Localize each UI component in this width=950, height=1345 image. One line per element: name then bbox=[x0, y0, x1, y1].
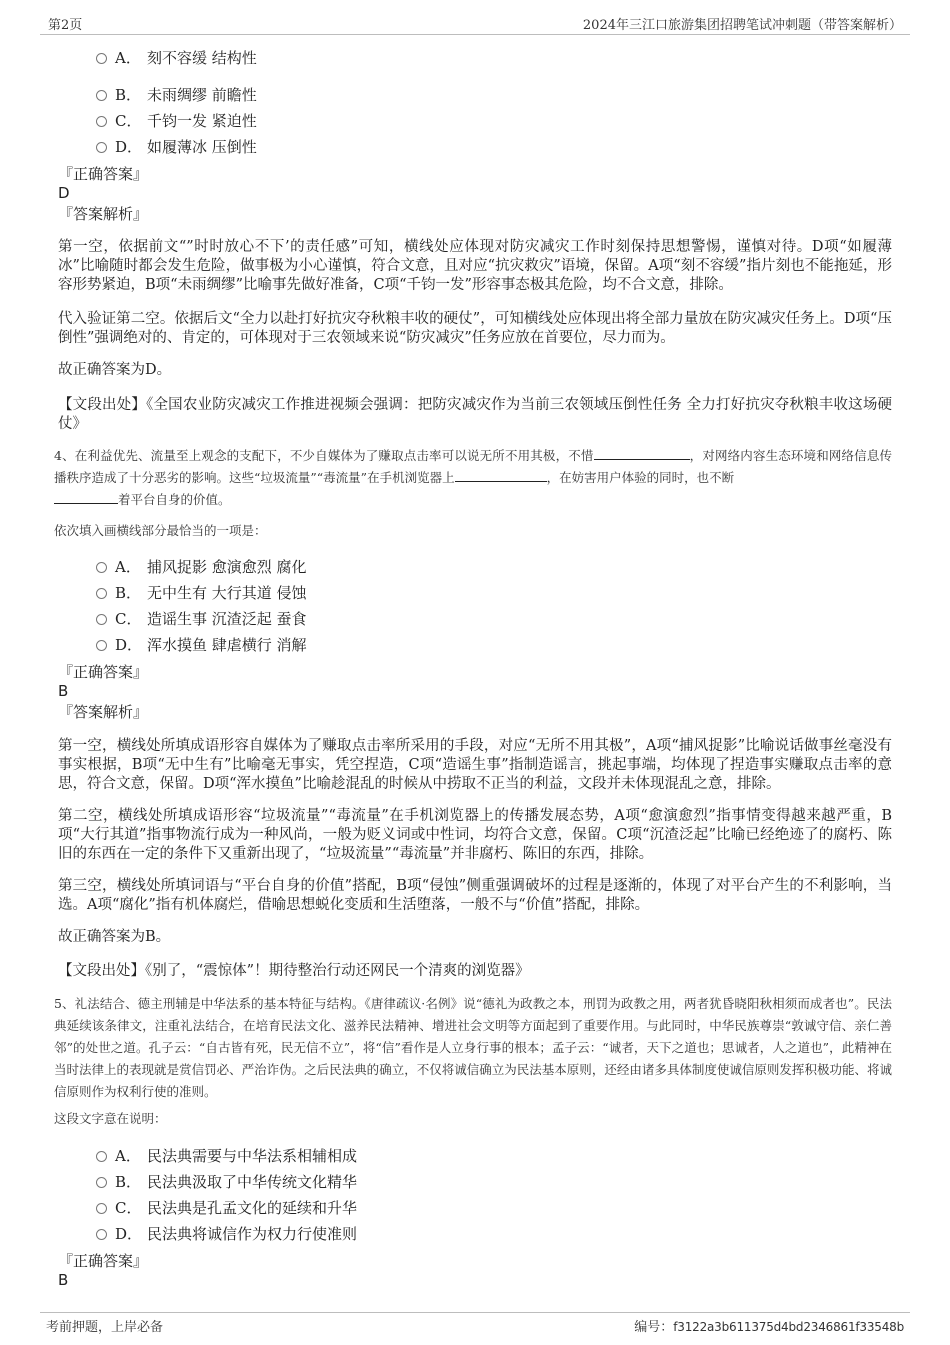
q5-answer-label: 『正确答案』 bbox=[58, 1252, 149, 1270]
q5-option-c[interactable]: C． 民法典是孔孟文化的延续和升华 bbox=[96, 1198, 357, 1218]
q4-stem: 4、在利益优先、流量至上观念的支配下，不少自媒体为了赚取点击率可以说无所不用其极，不惜 ，对网络内容生态环境和网络信息传播秩序造成了十分恶劣的影响。这些“垃圾流量”“毒流量”在手机浏览器上 ，在妨害用户体验的同时，也不断 着平台自身的价值。 bbox=[54, 448, 892, 507]
radio-icon[interactable] bbox=[96, 90, 107, 101]
q4-prompt: 依次填入画横线部分最恰当的一项是： bbox=[54, 523, 267, 538]
q4-source: 【文段出处】《别了，“震惊体”！期待整治行动还网民一个清爽的浏览器》 bbox=[58, 963, 530, 979]
q4-answer-label: 『正确答案』 bbox=[58, 663, 149, 681]
q4-analysis-p3: 第三空，横线处所填词语与“平台自身的价值”搭配，B项“侵蚀”侧重强调破坏的过程是逐渐的，体现了对平台产生的不利影响，当选。A项“腐化”指有机体腐烂，借喻思想蜕化变质和生活堕落，一般不与“价值”搭配，排除。 bbox=[58, 878, 892, 913]
radio-icon[interactable] bbox=[96, 53, 107, 64]
radio-icon[interactable] bbox=[96, 1203, 107, 1214]
page-number: 第2页 bbox=[48, 18, 83, 33]
q4-answer: B bbox=[58, 682, 69, 700]
q4-analysis-p2: 第二空，横线处所填成语形容“垃圾流量”“毒流量”在手机浏览器上的传播发展态势，A项“愈演愈烈”指事情变得越来越严重，B项“大行其道”指事物流行成为一种风尚，一般为贬义词或中性词，均符合文意，保留。C项“沉渣泛起”比喻已经绝迹了的腐朽、陈旧的东西在一定的条件下又重新出现了，“垃圾流量”“毒流量”并非腐朽、陈旧的东西，排除。 bbox=[58, 808, 892, 862]
fill-blank-1 bbox=[594, 447, 690, 460]
q5-option-d[interactable]: D． 民法典将诚信作为权力行使准则 bbox=[96, 1224, 357, 1244]
radio-icon[interactable] bbox=[96, 142, 107, 153]
footer-slogan: 考前押题，上岸必备 bbox=[46, 1320, 164, 1335]
radio-icon[interactable] bbox=[96, 1177, 107, 1188]
q5-answer: B bbox=[58, 1271, 69, 1289]
q4-analysis-p1: 第一空，横线处所填成语形容自媒体为了赚取点击率所采用的手段，对应“无所不用其极”，A项“捕风捉影”比喻说话做事丝毫没有事实根据，B项“无中生有”比喻毫无事实，凭空捏造，C项“造谣生事”指制造谣言，挑起事端，均体现了捏造事实赚取点击率的意思，符合文意，保留。D项“浑水摸鱼”比喻趁混乱的时候从中捞取不正当的利益，文段并未体现混乱之意，排除。 bbox=[58, 738, 892, 792]
q5-prompt: 这段文字意在说明： bbox=[54, 1111, 167, 1126]
q3-option-d[interactable]: D． 如履薄冰 压倒性 bbox=[96, 137, 257, 157]
q4-option-b[interactable]: B． 无中生有 大行其道 侵蚀 bbox=[96, 583, 307, 603]
radio-icon[interactable] bbox=[96, 562, 107, 573]
radio-icon[interactable] bbox=[96, 614, 107, 625]
q4-option-a[interactable]: A． 捕风捉影 愈演愈烈 腐化 bbox=[96, 557, 307, 577]
q3-option-c[interactable]: C． 千钧一发 紧迫性 bbox=[96, 111, 257, 131]
q3-analysis-label: 『答案解析』 bbox=[58, 205, 149, 223]
radio-icon[interactable] bbox=[96, 1229, 107, 1240]
q3-analysis-p1: 第一空，依据前文“”时时放心不下’的责任感”可知，横线处应体现对防灾减灾工作时刻保持思想警惕，谨慎对待。D项“如履薄冰”比喻随时都会发生危险，做事极为小心谨慎，符合文意，且对应“抗灾救灾”语境，保留。A项“刻不容缓”指片刻也不能拖延，形容形势紧迫，B项“未雨绸缪”比喻事先做好准备，C项“千钧一发”形容事态极其危险，均不合文意，排除。 bbox=[58, 239, 892, 293]
q5-option-a[interactable]: A． 民法典需要与中华法系相辅相成 bbox=[96, 1146, 357, 1166]
radio-icon[interactable] bbox=[96, 116, 107, 127]
q5-stem: 5、礼法结合、德主刑辅是中华法系的基本特征与结构。《唐律疏议·名例》说“德礼为政教之本，刑罚为政教之用，两者犹昏晓阳秋相须而成者也”。民法典延续该条律文，注重礼法结合，在培育民法文化、滋养民法精神、增进社会文明等方面起到了重要作用。与此同时，中华民族尊崇“敦诚守信、亲仁善邻”的处世之道。孔子云：“自古皆有死，民无信不立”，将“信”看作是人立身行事的根本；孟子云：“诚者，天下之道也；思诚者，人之道也”，此精神在当时法律上的表现就是赏信罚必、严治诈伪。之后民法典的确立，不仅将诚信确立为民法基本原则，还经由诸多具体制度使诚信原则发挥积极功能、将诚信原则作为权利行使的准则。 bbox=[54, 996, 892, 1099]
radio-icon[interactable] bbox=[96, 640, 107, 651]
radio-icon[interactable] bbox=[96, 588, 107, 599]
q3-answer: D bbox=[58, 184, 70, 202]
q4-analysis-label: 『答案解析』 bbox=[58, 703, 149, 721]
fill-blank-3 bbox=[54, 491, 118, 504]
radio-icon[interactable] bbox=[96, 1151, 107, 1162]
q4-analysis-p4: 故正确答案为B。 bbox=[58, 929, 171, 945]
q4-option-c[interactable]: C． 造谣生事 沉渣泛起 蚕食 bbox=[96, 609, 307, 629]
page-header bbox=[40, 14, 910, 35]
fill-blank-2 bbox=[455, 469, 547, 482]
document-title: 2024年三江口旅游集团招聘笔试冲刺题（带答案解析） bbox=[582, 18, 902, 33]
q3-source: 【文段出处】《全国农业防灾减灾工作推进视频会强调：把防灾减灾作为当前三农领域压倒性任务 全力打好抗灾夺秋粮丰收这场硬仗》 bbox=[58, 397, 892, 432]
q3-analysis-p2: 代入验证第二空。依据后文“全力以赴打好抗灾夺秋粮丰收的硬仗”，可知横线处应体现出将全部力量放在防灾减灾任务上。D项“压倒性”强调绝对的、肯定的，可体现对于三农领域来说“防灾减灾”任务应放在首要位，尽力而为。 bbox=[58, 311, 892, 346]
q3-analysis-p3: 故正确答案为D。 bbox=[58, 362, 172, 378]
q3-option-a[interactable]: A． 刻不容缓 结构性 bbox=[96, 48, 257, 68]
document-code: 编号：f3122a3b611375d4bd2346861f33548b bbox=[634, 1320, 904, 1335]
q3-option-b[interactable]: B． 未雨绸缪 前瞻性 bbox=[96, 85, 257, 105]
q5-option-b[interactable]: B． 民法典汲取了中华传统文化精华 bbox=[96, 1172, 357, 1192]
page-footer bbox=[40, 1312, 910, 1335]
q3-answer-label: 『正确答案』 bbox=[58, 165, 149, 183]
q4-option-d[interactable]: D． 浑水摸鱼 肆虐横行 消解 bbox=[96, 635, 307, 655]
